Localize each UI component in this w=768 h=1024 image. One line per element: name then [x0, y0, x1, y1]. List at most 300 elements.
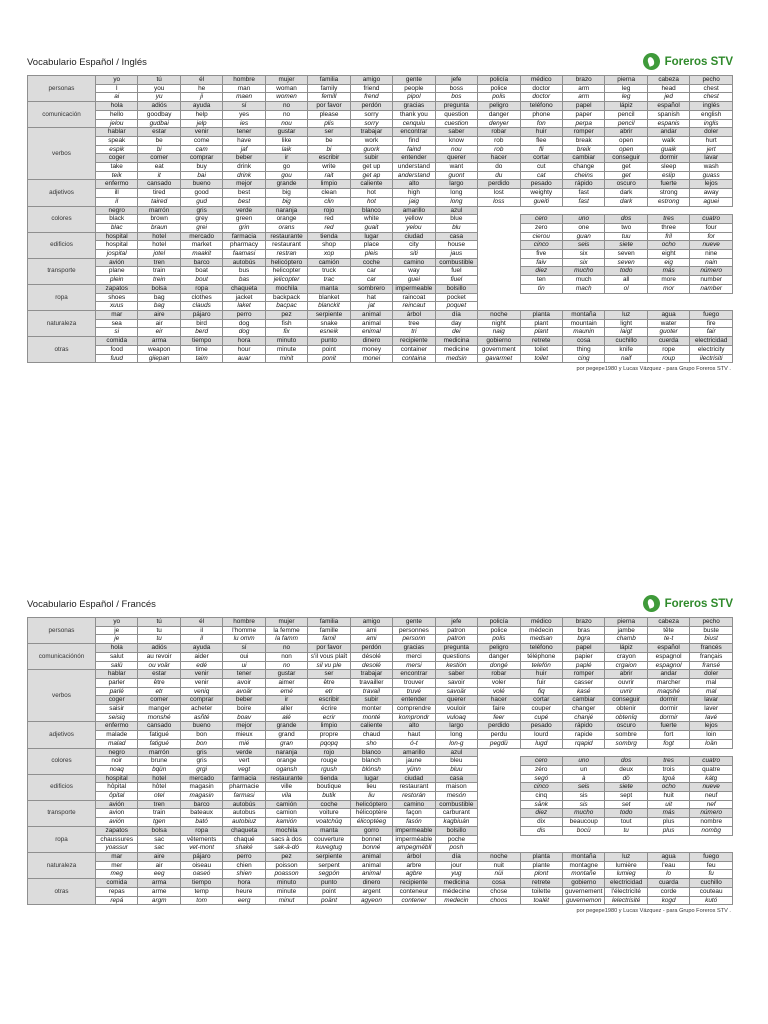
table-row [28, 180, 733, 189]
translation: open [605, 136, 647, 145]
sheet-header [27, 595, 733, 617]
table-row [28, 870, 733, 879]
spanish-word: aire [138, 852, 180, 861]
translation: lieu [350, 783, 392, 792]
pronunciation: hot [350, 197, 392, 206]
translation: eat [138, 163, 180, 172]
pronunciation: no [265, 661, 307, 670]
pronunciation: polis [478, 635, 520, 644]
translation: tired [138, 189, 180, 198]
number-spanish: cuatro [690, 757, 733, 766]
pronunciation: lumieg [605, 870, 647, 879]
number-translation: nine [690, 250, 733, 259]
pronunciation: desolé [350, 661, 392, 670]
spanish-word: minuto [265, 337, 307, 346]
translation: head [647, 84, 689, 93]
pronunciation: faind [393, 145, 435, 154]
pronunciation: trac [308, 276, 350, 285]
pronunciation: patron [435, 635, 477, 644]
table-row [28, 206, 733, 215]
table-row [28, 163, 733, 172]
spanish-word: pecho [690, 76, 733, 85]
translation: train [138, 809, 180, 818]
pronunciation: yünn [393, 765, 435, 774]
pronunciation: cupé [520, 713, 562, 722]
pronunciation: sombrg [605, 739, 647, 748]
pronunciation: rait [308, 171, 350, 180]
translation: travailler [350, 678, 392, 687]
pronunciation: guaik [647, 145, 689, 154]
spanish-word: limpio [308, 180, 350, 189]
number-pronunciation: kátg [690, 774, 733, 783]
pronunciation: uvrir [605, 687, 647, 696]
translation: be [308, 136, 350, 145]
spanish-word: combustible [435, 258, 477, 267]
translation: corde [647, 887, 689, 896]
spanish-word: punto [308, 337, 350, 346]
pronunciation: red [308, 223, 350, 232]
number-translation: trois [647, 765, 689, 774]
translation: he [180, 84, 222, 93]
translation: la femme [265, 626, 307, 635]
spanish-word: gracias [393, 102, 435, 111]
spanish-word: peligro [478, 102, 520, 111]
pronunciation: naig [478, 328, 520, 337]
translation: fatigué [138, 731, 180, 740]
pronunciation: cheins [562, 171, 604, 180]
spanish-word: cansado [138, 180, 180, 189]
category-label: ropa [28, 284, 96, 310]
pronunciation: seisiq [96, 713, 138, 722]
spanish-word: tiempo [180, 337, 222, 346]
spanish-word: naranja [265, 748, 307, 757]
spanish-word: bolsillo [435, 284, 477, 293]
pronunciation: rob [478, 145, 520, 154]
number-translation: dix [520, 818, 562, 827]
empty-cell [647, 748, 689, 757]
pronunciation: bai [180, 171, 222, 180]
translation: be [138, 136, 180, 145]
number-pronunciation: six [562, 258, 604, 267]
translation: white [350, 215, 392, 224]
spanish-word: cosa [478, 879, 520, 888]
translation: écrire [308, 705, 350, 714]
translation: famille [308, 626, 350, 635]
pronunciation: sorry [350, 119, 392, 128]
translation: house [435, 241, 477, 250]
translation: hot [350, 189, 392, 198]
pronunciation: clin [308, 197, 350, 206]
pronunciation: loss [478, 197, 520, 206]
pronunciation: taim [180, 354, 222, 363]
spanish-word: saber [435, 128, 477, 137]
translation: point [308, 345, 350, 354]
spanish-word: tiempo [180, 879, 222, 888]
spanish-word: mar [96, 310, 138, 319]
vocab-sheet-english [27, 53, 733, 372]
pronunciation: drink [223, 171, 265, 180]
translation: have [223, 136, 265, 145]
translation: paper [562, 110, 604, 119]
number-pronunciation: tu [605, 826, 647, 835]
translation: saisir [96, 705, 138, 714]
translation: lost [478, 189, 520, 198]
pronunciation: it [138, 171, 180, 180]
spanish-word: hora [223, 337, 265, 346]
spanish-word: rojo [308, 748, 350, 757]
spanish-word: enfermo [96, 722, 138, 731]
number-pronunciation: segó [520, 774, 562, 783]
number-pronunciation: tin [520, 284, 562, 293]
translation: hurt [690, 136, 733, 145]
spanish-word: farmacia [223, 232, 265, 241]
translation: water [647, 319, 689, 328]
spacer [478, 774, 520, 783]
translation: good [180, 189, 222, 198]
spanish-word: querer [435, 154, 477, 163]
empty-cell [562, 835, 604, 844]
translation: loin [690, 731, 733, 740]
pronunciation: pleis [350, 250, 392, 259]
translation: voler [478, 678, 520, 687]
spanish-word: él [180, 618, 222, 627]
translation: couper [520, 705, 562, 714]
pronunciation: maen [223, 93, 265, 102]
number-translation: three [647, 223, 689, 232]
translation: vêtements [180, 835, 222, 844]
table-row [28, 93, 733, 102]
spanish-word: cortar [520, 696, 562, 705]
translation: place [350, 241, 392, 250]
spanish-word: coche [350, 258, 392, 267]
translation: thing [562, 345, 604, 354]
pronunciation: ponit [308, 354, 350, 363]
empty-cell [605, 835, 647, 844]
spanish-word: gente [393, 618, 435, 627]
pronunciation: fasón [393, 818, 435, 827]
spanish-word: lejos [690, 722, 733, 731]
pronunciation: laket [223, 302, 265, 311]
pronunciation: mesón [435, 792, 477, 801]
spanish-word: barco [180, 258, 222, 267]
spanish-word: ropa [180, 284, 222, 293]
spanish-word: entender [393, 154, 435, 163]
pronunciation: animal [350, 870, 392, 879]
spanish-word: autobús [223, 258, 265, 267]
spanish-word: hablar [96, 670, 138, 679]
pronunciation: restran [265, 250, 307, 259]
spanish-word: sí [223, 102, 265, 111]
translation: sombre [605, 731, 647, 740]
spanish-word: bolsa [138, 826, 180, 835]
translation: clothes [180, 293, 222, 302]
translation: parler [96, 678, 138, 687]
spanish-word: lápiz [605, 644, 647, 653]
pronunciation: doctor [520, 93, 562, 102]
category-label: otras [28, 879, 96, 905]
pronunciation: guei [393, 276, 435, 285]
pronunciation: chanjé [562, 713, 604, 722]
empty-cell [520, 302, 562, 311]
spanish-word: gobierno [562, 879, 604, 888]
table-row [28, 293, 733, 302]
translation: bras [562, 626, 604, 635]
number-pronunciation: nombg [690, 826, 733, 835]
translation: guvernement [562, 887, 604, 896]
spanish-word: impermeable [393, 826, 435, 835]
spanish-word: limpio [308, 722, 350, 731]
spanish-word: entender [393, 696, 435, 705]
pronunciation: ou voär [138, 661, 180, 670]
spanish-word: zapatos [96, 826, 138, 835]
category-label: colores [28, 748, 96, 774]
spanish-word: restaurante [265, 232, 307, 241]
category-label: edificios [28, 774, 96, 800]
pronunciation: plein [96, 276, 138, 285]
translation: laver [690, 705, 733, 714]
brand-name: Foreros STV [664, 597, 733, 610]
spanish-word: lugar [350, 232, 392, 241]
pronunciation: laigt [605, 328, 647, 337]
table-row [28, 84, 733, 93]
number-spanish: más [647, 809, 689, 818]
pronunciation: paplé [562, 661, 604, 670]
category-label: personas [28, 76, 96, 102]
translation: casser [562, 678, 604, 687]
spanish-word: español [647, 644, 689, 653]
table-row [28, 696, 733, 705]
number-pronunciation: uit [647, 800, 689, 809]
translation: danger [478, 110, 520, 119]
table-row [28, 644, 733, 653]
spanish-word: español [647, 102, 689, 111]
spanish-word: planta [520, 852, 562, 861]
spanish-word: pájaro [180, 310, 222, 319]
pronunciation: guont [435, 171, 477, 180]
spanish-word: comer [138, 154, 180, 163]
pronunciation: bató [180, 818, 222, 827]
pronunciation: minit [265, 354, 307, 363]
spanish-word: pierna [605, 618, 647, 627]
spanish-word: grande [265, 180, 307, 189]
spacer [478, 748, 520, 757]
translation: médecin [520, 626, 562, 635]
pronunciation: gou [265, 171, 307, 180]
translation: best [223, 189, 265, 198]
spanish-word: lavar [690, 696, 733, 705]
spanish-word: zapatos [96, 284, 138, 293]
pronunciation: perpa [562, 119, 604, 128]
spanish-word: hacer [478, 696, 520, 705]
spanish-word: médico [520, 76, 562, 85]
spanish-word: árbol [393, 310, 435, 319]
number-translation: six [562, 250, 604, 259]
spanish-word: bolsillo [435, 826, 477, 835]
translation: leg [605, 84, 647, 93]
spanish-word: arma [138, 879, 180, 888]
pronunciation: maqshé [647, 687, 689, 696]
number-pronunciation: ol [605, 284, 647, 293]
translation: air [138, 319, 180, 328]
spanish-word: cabeza [647, 76, 689, 85]
pronunciation: plis [308, 119, 350, 128]
translation: family [308, 84, 350, 93]
pronunciation: veniq [180, 687, 222, 696]
category-label: comunicaciónón [28, 644, 96, 670]
spacer [478, 757, 520, 766]
spanish-word: azul [435, 748, 477, 757]
translation: plane [96, 267, 138, 276]
table-row [28, 731, 733, 740]
table-row [28, 635, 733, 644]
translation: weighty [520, 189, 562, 198]
spanish-word: hotel [138, 774, 180, 783]
translation: weapon [138, 345, 180, 354]
empty-cell [605, 748, 647, 757]
spanish-word: cansado [138, 722, 180, 731]
table-row [28, 241, 733, 250]
spanish-word: comida [96, 337, 138, 346]
spanish-word: inglés [690, 102, 733, 111]
pronunciation: inglis [690, 119, 733, 128]
translation: backpack [265, 293, 307, 302]
number-translation: deux [605, 765, 647, 774]
empty-cell [520, 844, 562, 853]
table-row [28, 774, 733, 783]
spacer [478, 258, 520, 267]
translation: car [350, 267, 392, 276]
number-spanish: dos [605, 215, 647, 224]
pronunciation: autobiuz [223, 818, 265, 827]
empty-cell [520, 748, 562, 757]
table-row [28, 739, 733, 748]
spanish-word: jefe [435, 76, 477, 85]
number-translation: huit [647, 792, 689, 801]
spanish-word: hospital [96, 774, 138, 783]
spanish-word: camino [393, 800, 435, 809]
translation: cut [520, 163, 562, 172]
spanish-word: pesado [520, 180, 562, 189]
translation: dog [223, 319, 265, 328]
translation: spanish [647, 110, 689, 119]
spanish-word: restaurante [265, 774, 307, 783]
spanish-word: yo [96, 618, 138, 627]
pronunciation: voatchüq [308, 818, 350, 827]
spanish-word: pregunta [435, 102, 477, 111]
number-pronunciation: tgoá [647, 774, 689, 783]
translation: acheter [180, 705, 222, 714]
translation: hélicoptère [350, 809, 392, 818]
pronunciation: agbre [393, 870, 435, 879]
pronunciation: alé [265, 713, 307, 722]
table-row [28, 722, 733, 731]
brand [643, 53, 733, 70]
pronunciation: kagbiuán [435, 818, 477, 827]
translation: break [562, 136, 604, 145]
number-translation: beaucoup [562, 818, 604, 827]
pronunciation: ecrir [308, 713, 350, 722]
pronunciation: blu [435, 223, 477, 232]
spanish-word: barco [180, 800, 222, 809]
pronunciation: guoter [647, 328, 689, 337]
translation: espagnol [647, 652, 689, 661]
spanish-word: saber [435, 670, 477, 679]
pronunciation: vila [265, 792, 307, 801]
spanish-word: verde [223, 206, 265, 215]
spanish-word: médico [520, 618, 562, 627]
spanish-word: querer [435, 696, 477, 705]
table-row [28, 705, 733, 714]
spanish-word: pesado [520, 722, 562, 731]
spanish-word: comer [138, 696, 180, 705]
number-spanish: más [647, 267, 689, 276]
pronunciation: maunin [562, 328, 604, 337]
empty-cell [520, 293, 562, 302]
pronunciation: tom [180, 896, 222, 905]
spanish-word: mochila [265, 284, 307, 293]
translation: yellow [393, 215, 435, 224]
spanish-word: luz [605, 852, 647, 861]
table-row [28, 879, 733, 888]
pronunciation: famil [308, 635, 350, 644]
spanish-word: gustar [265, 128, 307, 137]
pronunciation: ui [223, 661, 265, 670]
pronunciation: grei [180, 223, 222, 232]
translation: oiseau [180, 861, 222, 870]
spanish-word: papel [562, 644, 604, 653]
table-row [28, 765, 733, 774]
table-row [28, 284, 733, 293]
number-spanish: dos [605, 757, 647, 766]
pronunciation: il [180, 635, 222, 644]
pronunciation: choos [478, 896, 520, 905]
spanish-word: cortar [520, 154, 562, 163]
number-pronunciation: nef [690, 800, 733, 809]
spanish-word: avión [96, 800, 138, 809]
translation: propre [308, 731, 350, 740]
pronunciation: blac [96, 223, 138, 232]
number-spanish: cero [520, 757, 562, 766]
pronunciation: arm [562, 93, 604, 102]
spanish-word: caliente [350, 722, 392, 731]
spanish-word: andar [647, 128, 689, 137]
pronunciation: etr [138, 687, 180, 696]
credit-line: por pegepe1980 y Lucas Vázquez - para Grupo Foreros STV . [576, 366, 731, 373]
spanish-word: brazo [562, 618, 604, 627]
translation: magasin [180, 783, 222, 792]
number-pronunciation: tuu [605, 232, 647, 241]
translation: autobus [223, 809, 265, 818]
empty-cell [562, 302, 604, 311]
translation: time [180, 345, 222, 354]
translation: want [435, 163, 477, 172]
pronunciation: élicoptéeg [350, 818, 392, 827]
spanish-word: casa [435, 232, 477, 241]
empty-cell [520, 835, 562, 844]
spanish-word: bueno [180, 180, 222, 189]
spacer [478, 250, 520, 259]
pronunciation: ilectrisiti [690, 354, 733, 363]
spanish-word: fuego [690, 852, 733, 861]
translation: write [308, 163, 350, 172]
number-pronunciation: plus [647, 826, 689, 835]
pronunciation: frend [350, 93, 392, 102]
empty-cell [647, 835, 689, 844]
empty-cell [647, 206, 689, 215]
spanish-word: avión [96, 258, 138, 267]
spanish-word: grande [265, 722, 307, 731]
number-translation: eight [647, 250, 689, 259]
